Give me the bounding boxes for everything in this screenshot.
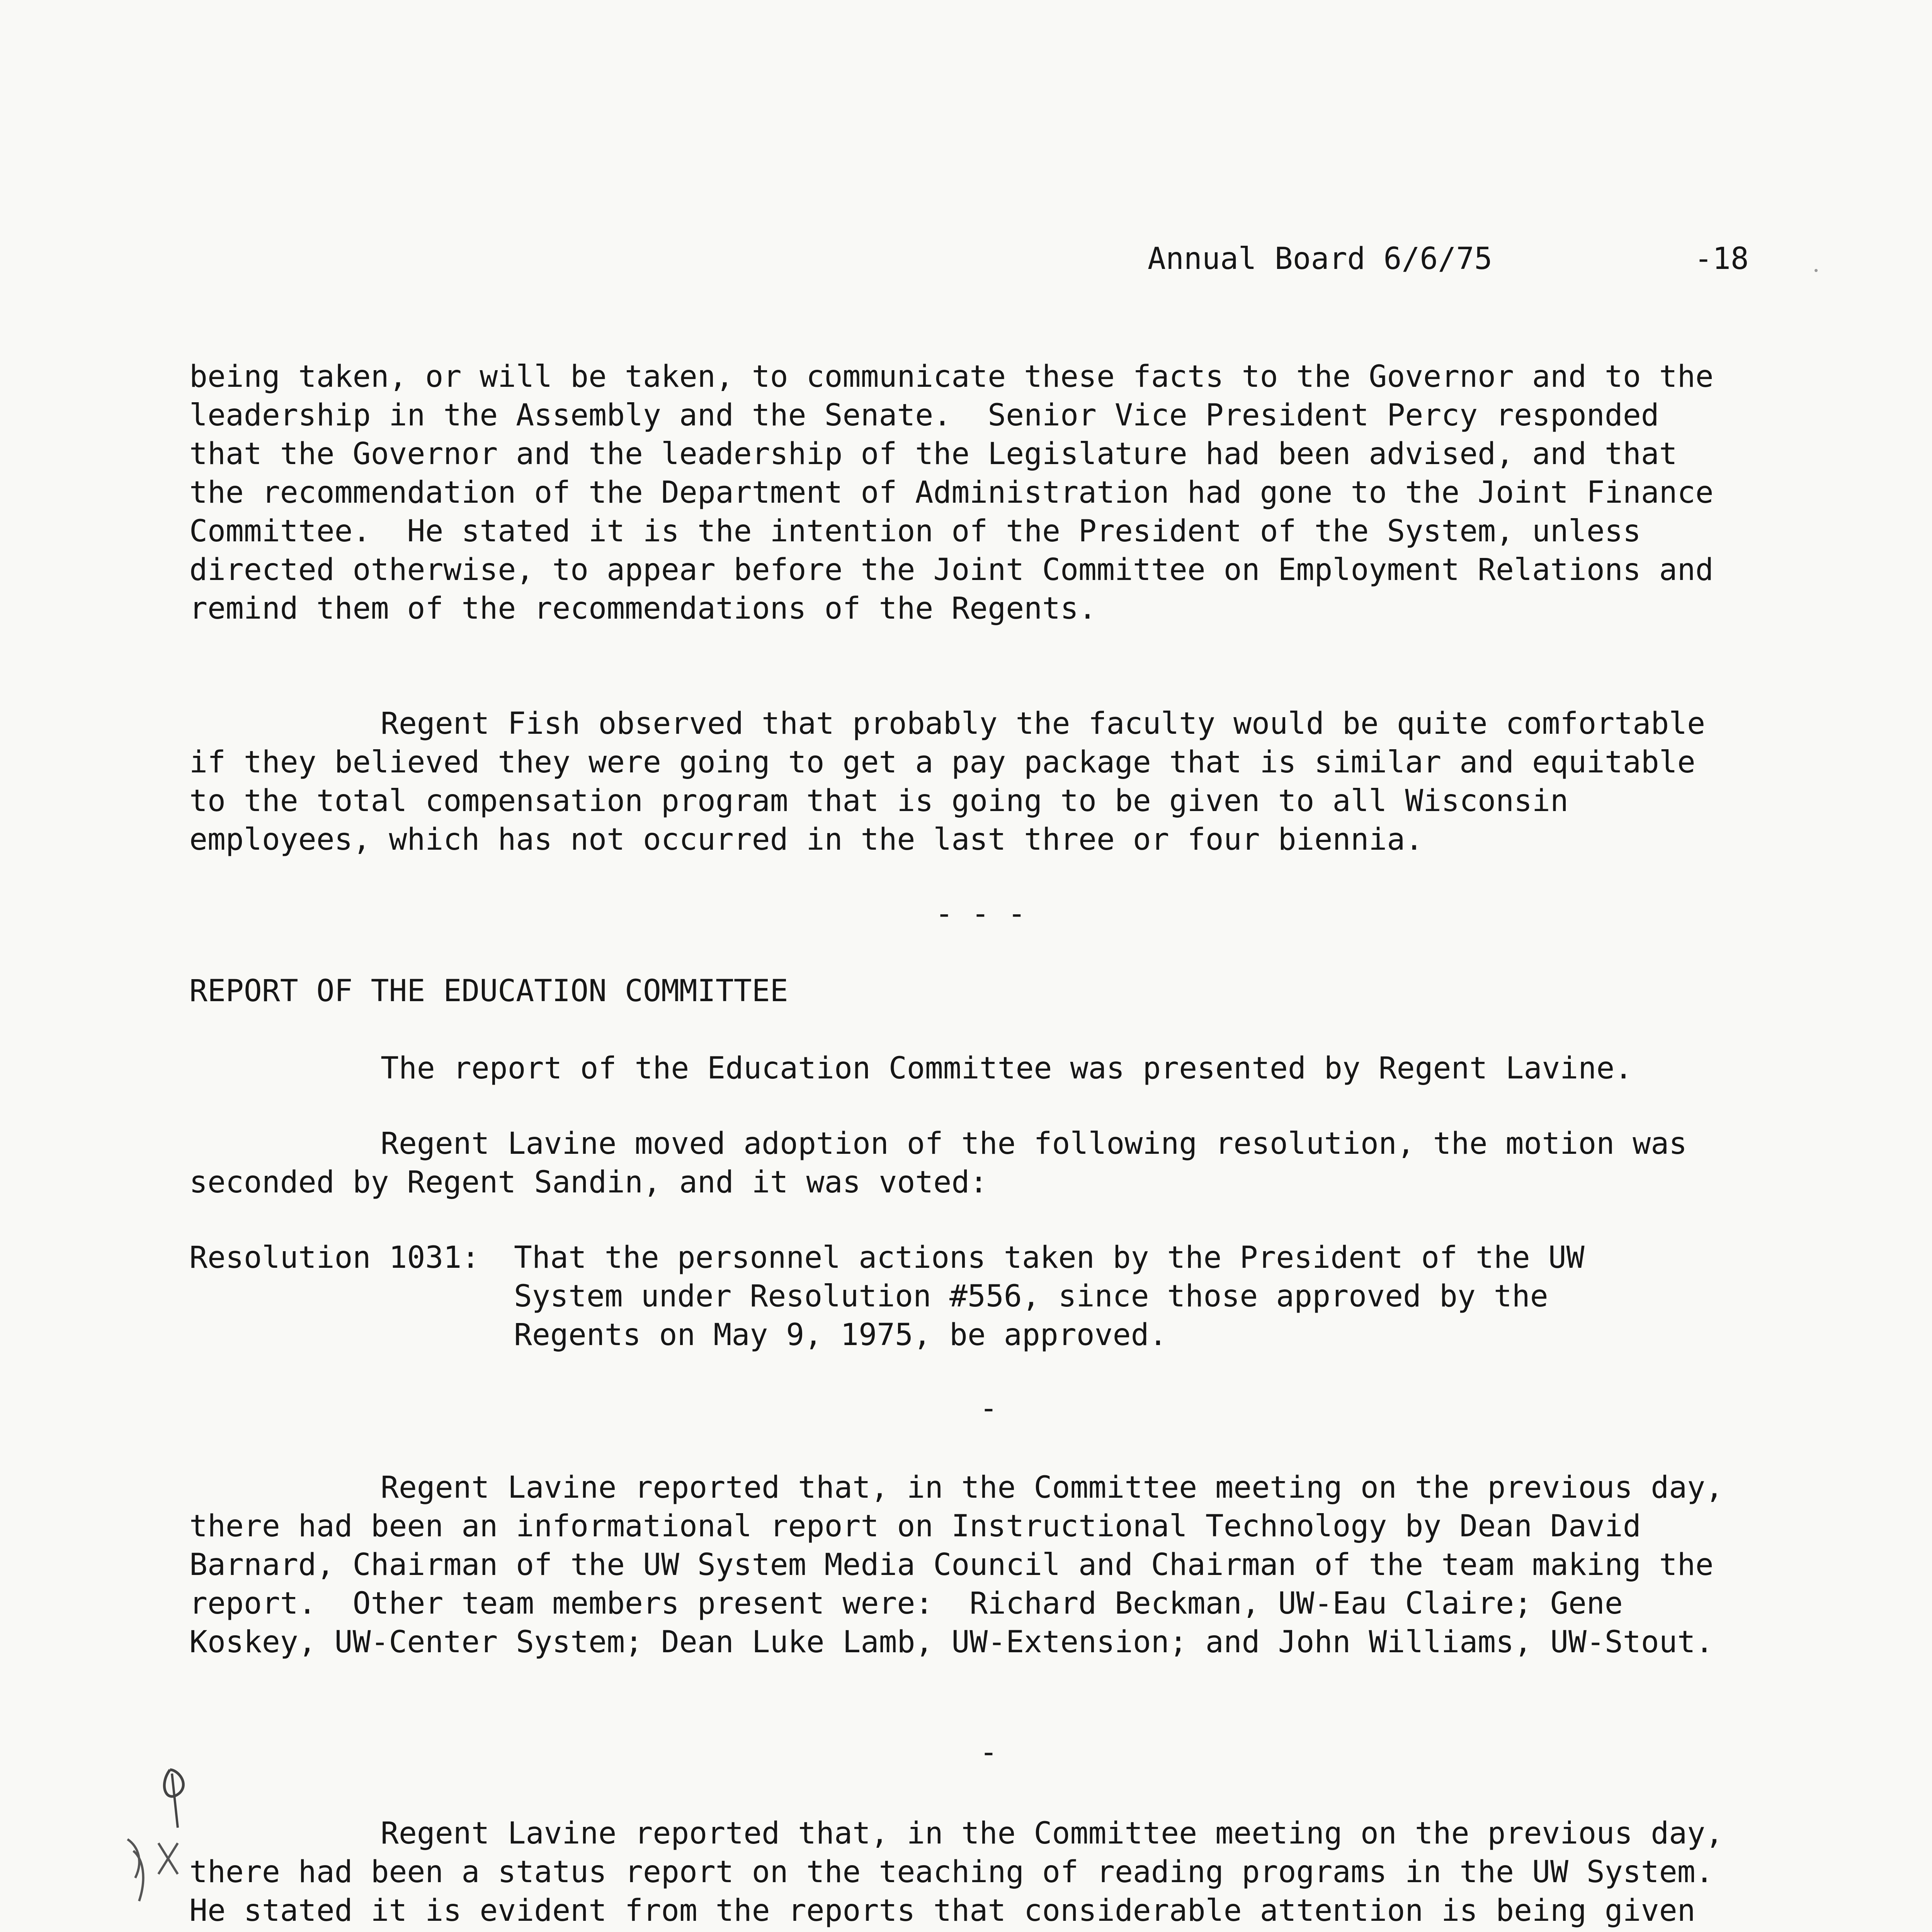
resolution-label: Resolution 1031: <box>189 1240 480 1275</box>
section-heading: REPORT OF THE EDUCATION COMMITTEE <box>189 974 788 1009</box>
paragraph-instructional-technology: Regent Lavine reported that, in the Committee meeting on the previous day, there had been an informational report on Instructional Technology by Dean David Barnard, Chairman of the UW System Media Council and Chairman of the team making the report. Other team members present were: Richard Beckman, UW-Eau Claire; Gene Koskey, UW-Center System; Dean Luke Lamb, UW-Extension; and John Williams, UW-Stout. <box>189 1470 1742 1660</box>
header-title: Annual Board 6/6/75 <box>1148 242 1493 276</box>
paragraph-regent-fish: Regent Fish observed that probably the faculty would be quite comfortable if they believed they were going to get a pay package that is similar and equitable to the total compensation program that is going to be given to all Wisconsin employees, which has not occurred in the last three or four biennia. <box>189 706 1724 857</box>
resolution-text: That the personnel actions taken by the President of the UW System under Resolution #556, since those approved by the Regents on May 9, 1975, be approved. <box>514 1240 1603 1352</box>
paragraph-continuation: being taken, or will be taken, to communicate these facts to the Governor and to the leadership in the Assembly and the Senate. Senior Vice President Percy responded that the Governor and the leadership of the Legislature had been advised, and that the recommendation of the Department of Administration had gone to the Joint Finance Committee. He stated it is the intention of the President of the System, unless directed otherwise, to appear before the Joint Committee on Employment Relations and remind them of the recommendations of the Regents. <box>189 359 1732 626</box>
paragraph-reading-programs: Regent Lavine reported that, in the Committee meeting on the previous day, there had been a status report on the teaching of reading programs in the UW System. He stated it is evident from the reports that considerable attention is being given <box>189 1816 1724 1928</box>
handwritten-margin-mark <box>112 1762 213 1924</box>
section-separator: - - - <box>935 896 1026 931</box>
header-page-number: -18 <box>1694 242 1749 276</box>
paragraph-report-presented: The report of the Education Committee was presented by Regent Lavine. <box>381 1051 1633 1086</box>
item-separator: - <box>980 1391 998 1426</box>
paragraph-motion: Regent Lavine moved adoption of the following resolution, the motion was seconded by Regent Sandin, and it was voted: <box>189 1126 1706 1200</box>
item-separator: - <box>980 1735 998 1770</box>
